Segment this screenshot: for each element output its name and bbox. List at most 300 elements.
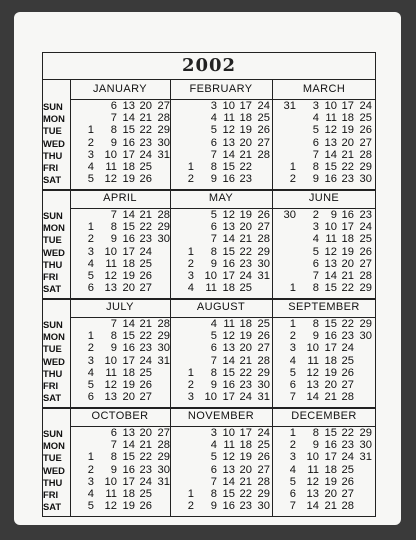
weekday-label: MON: [43, 113, 65, 125]
date-cell: 28: [157, 209, 170, 221]
date-cell: [180, 210, 194, 221]
date-cell: 19: [341, 245, 354, 258]
date-cell: 23: [239, 500, 252, 513]
date-cell: 16: [222, 500, 235, 513]
date-cell: 4: [312, 112, 319, 125]
date-cell: 18: [341, 233, 354, 246]
date-cell: 22: [239, 245, 252, 258]
month-header-divider: [170, 208, 272, 209]
date-cell: 15: [324, 318, 337, 330]
date-cell: 12: [104, 270, 117, 282]
date-cell: 20: [122, 391, 135, 404]
date-cell: [358, 392, 372, 403]
month-header-divider: [70, 208, 170, 209]
date-cell: 2: [187, 257, 194, 270]
date-cell: 19: [122, 270, 135, 282]
date-cell: [156, 259, 170, 270]
date-cell: 10: [222, 427, 235, 439]
date-cell: [156, 271, 170, 282]
date-cell: 2: [87, 342, 94, 355]
date-cell: 1: [87, 451, 94, 464]
date-cell: 1: [289, 161, 296, 173]
date-cell: 7: [110, 209, 117, 221]
date-cell: [180, 477, 194, 488]
date-cell: 18: [239, 318, 252, 330]
date-cell: 29: [157, 451, 170, 464]
date-cell: 23: [341, 173, 354, 186]
date-cell: 28: [359, 270, 372, 282]
date-cell: 7: [210, 354, 217, 367]
date-cell: 4: [312, 233, 319, 246]
date-cell: 17: [122, 475, 135, 488]
date-cell: 8: [210, 245, 217, 258]
date-cell: 3: [210, 100, 217, 112]
date-cell: 20: [341, 136, 354, 149]
date-cell: 29: [359, 161, 372, 173]
date-cell: 8: [210, 161, 217, 173]
date-cell: 29: [359, 427, 372, 439]
date-cell: 25: [359, 112, 372, 125]
date-cell: 13: [222, 463, 235, 476]
date-cell: 16: [122, 136, 135, 149]
date-cell: 27: [341, 488, 354, 500]
date-cell: 22: [341, 161, 354, 173]
date-cell: 1: [187, 488, 194, 500]
date-cell: 4: [187, 282, 194, 295]
date-cell: 12: [306, 366, 319, 379]
date-cell: 29: [359, 282, 372, 295]
date-cell: 2: [187, 379, 194, 391]
date-cell: 19: [324, 475, 337, 488]
date-cell: [358, 368, 372, 379]
date-cell: 13: [104, 391, 117, 404]
weekday-label: FRI: [43, 162, 59, 173]
date-cell: 22: [239, 488, 252, 500]
date-cell: 23: [341, 330, 354, 343]
weekday-label: THU: [43, 476, 63, 488]
date-cell: 9: [330, 209, 337, 221]
date-cell: 5: [210, 124, 217, 137]
date-cell: 28: [157, 318, 170, 330]
date-cell: 17: [239, 100, 252, 112]
date-cell: 30: [157, 136, 170, 149]
date-cell: 29: [257, 366, 270, 379]
date-cell: 30: [359, 439, 372, 452]
date-cell: 11: [325, 112, 337, 125]
date-cell: 7: [110, 318, 117, 330]
date-cell: 14: [306, 391, 319, 404]
date-cell: 21: [239, 475, 252, 488]
date-cell: 22: [139, 124, 152, 137]
date-cell: 24: [359, 221, 372, 234]
date-cell: 25: [341, 354, 354, 367]
date-cell: 24: [139, 245, 152, 258]
date-cell: 18: [324, 463, 337, 476]
date-cell: 2: [187, 500, 194, 513]
date-cell: 20: [324, 379, 337, 391]
date-cell: [282, 271, 296, 282]
date-cell: 17: [341, 100, 354, 112]
date-cell: 26: [139, 270, 152, 282]
date-cell: 23: [139, 342, 152, 355]
date-cell: 17: [324, 451, 337, 464]
date-cell: [358, 477, 372, 488]
date-cell: 2: [289, 330, 296, 343]
date-cell: 18: [122, 161, 135, 173]
date-cell: 13: [324, 257, 337, 270]
month-name: JUNE: [308, 192, 340, 204]
date-cell: 19: [239, 451, 252, 464]
date-cell: 11: [325, 233, 337, 246]
weekday-label: SAT: [43, 501, 62, 513]
date-cell: [256, 283, 270, 294]
month-header-divider: [170, 426, 272, 427]
date-cell: 31: [283, 100, 296, 112]
date-cell: 3: [87, 475, 94, 488]
weekday-label: WED: [43, 355, 65, 367]
date-cell: 10: [222, 100, 235, 112]
date-cell: 9: [110, 136, 117, 149]
date-cell: 11: [223, 318, 235, 330]
date-cell: 24: [257, 100, 270, 112]
date-cell: 6: [210, 136, 217, 149]
date-cell: 22: [341, 427, 354, 439]
date-cell: 29: [257, 488, 270, 500]
date-cell: 11: [223, 112, 235, 125]
date-cell: 30: [359, 330, 372, 343]
date-cell: 6: [210, 463, 217, 476]
date-cell: 8: [210, 366, 217, 379]
date-cell: 19: [341, 124, 354, 137]
date-cell: 25: [257, 318, 270, 330]
date-cell: 14: [222, 233, 235, 246]
date-cell: 14: [122, 112, 135, 125]
date-cell: [282, 222, 296, 233]
date-cell: [180, 428, 194, 439]
date-cell: 1: [187, 366, 194, 379]
date-cell: 1: [87, 330, 94, 343]
date-cell: [282, 125, 296, 136]
date-cell: 7: [289, 500, 296, 513]
date-cell: 6: [110, 100, 117, 112]
date-cell: 14: [324, 270, 337, 282]
date-cell: 22: [341, 282, 354, 295]
date-cell: 15: [122, 124, 135, 137]
month-name: APRIL: [103, 192, 137, 204]
date-cell: 10: [324, 100, 337, 112]
date-cell: 1: [289, 318, 296, 330]
date-cell: 8: [210, 488, 217, 500]
date-cell: 18: [122, 366, 135, 379]
date-cell: 25: [139, 366, 152, 379]
date-cell: 3: [289, 342, 296, 355]
date-cell: 19: [239, 124, 252, 137]
date-cell: 21: [239, 354, 252, 367]
date-cell: 17: [122, 354, 135, 367]
year-title: 2002: [42, 52, 376, 80]
date-cell: 7: [210, 148, 217, 161]
date-cell: 26: [341, 366, 354, 379]
date-cell: 8: [312, 161, 319, 173]
date-cell: 23: [341, 439, 354, 452]
date-cell: 27: [257, 136, 270, 149]
date-cell: 25: [257, 112, 270, 125]
date-cell: [256, 162, 270, 173]
date-cell: 28: [157, 439, 170, 452]
weekday-label: THU: [43, 258, 63, 270]
date-cell: 16: [222, 173, 235, 186]
date-cell: [180, 113, 194, 124]
date-cell: 13: [324, 136, 337, 149]
weekday-label: THU: [43, 149, 63, 161]
date-cell: 24: [239, 270, 252, 282]
date-cell: [156, 392, 170, 403]
date-cell: 4: [289, 463, 296, 476]
date-cell: 10: [324, 221, 337, 234]
date-cell: 9: [312, 330, 319, 343]
date-cell: 8: [312, 318, 319, 330]
month-name: NOVEMBER: [187, 410, 255, 422]
date-cell: 4: [87, 366, 94, 379]
date-cell: 1: [289, 427, 296, 439]
weekday-label: TUE: [43, 452, 62, 464]
date-cell: 5: [87, 500, 94, 513]
date-cell: 3: [187, 270, 194, 282]
date-cell: [180, 452, 194, 463]
date-cell: 1: [87, 221, 94, 234]
date-cell: [80, 210, 94, 221]
date-cell: 1: [87, 124, 94, 137]
month-name: JULY: [106, 301, 134, 313]
date-cell: [180, 343, 194, 354]
date-cell: 5: [312, 245, 319, 258]
date-cell: [180, 440, 194, 451]
date-cell: [180, 101, 194, 112]
date-cell: 21: [239, 233, 252, 246]
date-cell: [256, 174, 270, 185]
date-cell: 15: [324, 161, 337, 173]
date-cell: 27: [257, 342, 270, 355]
date-cell: 25: [139, 488, 152, 500]
date-cell: 13: [222, 221, 235, 234]
month-header-divider: [170, 99, 272, 100]
date-cell: 10: [204, 270, 217, 282]
date-cell: 24: [341, 342, 354, 355]
date-cell: 28: [257, 233, 270, 246]
date-cell: 22: [239, 161, 252, 173]
date-cell: 12: [222, 330, 235, 343]
date-cell: 17: [222, 391, 235, 404]
weekday-label: TUE: [43, 343, 62, 355]
month-name: MAY: [208, 192, 234, 204]
date-cell: 19: [122, 500, 135, 513]
date-cell: 13: [222, 342, 235, 355]
date-cell: 14: [222, 354, 235, 367]
date-cell: 18: [122, 257, 135, 270]
date-cell: 7: [289, 391, 296, 404]
date-cell: 19: [122, 379, 135, 391]
date-cell: 18: [324, 354, 337, 367]
date-cell: 21: [139, 112, 152, 125]
date-cell: 11: [307, 463, 319, 476]
date-cell: 8: [312, 427, 319, 439]
date-cell: 12: [222, 124, 235, 137]
date-cell: [156, 174, 170, 185]
date-cell: 2: [312, 209, 319, 221]
month-name: JANUARY: [93, 83, 147, 95]
date-cell: 30: [257, 500, 270, 513]
date-cell: 24: [359, 100, 372, 112]
date-cell: 29: [257, 245, 270, 258]
date-cell: [180, 465, 194, 476]
date-cell: 21: [239, 148, 252, 161]
date-cell: [156, 283, 170, 294]
date-cell: 6: [87, 391, 94, 404]
date-cell: 9: [210, 379, 217, 391]
date-cell: 13: [104, 282, 117, 295]
date-cell: [180, 222, 194, 233]
date-cell: [358, 501, 372, 512]
date-cell: 17: [324, 342, 337, 355]
date-cell: 31: [257, 391, 270, 404]
date-cell: 18: [239, 112, 252, 125]
date-cell: 7: [110, 112, 117, 125]
date-cell: [358, 343, 372, 354]
date-cell: 25: [139, 257, 152, 270]
date-cell: 28: [341, 500, 354, 513]
date-cell: 2: [187, 173, 194, 186]
date-cell: [180, 331, 194, 342]
date-cell: 22: [139, 330, 152, 343]
date-cell: 4: [210, 318, 217, 330]
date-cell: 25: [257, 439, 270, 452]
date-cell: 20: [324, 488, 337, 500]
date-cell: 8: [110, 330, 117, 343]
date-cell: 5: [210, 330, 217, 343]
weekday-label: SAT: [43, 392, 62, 404]
date-cell: 16: [324, 173, 337, 186]
date-cell: 16: [122, 233, 135, 246]
date-cell: 11: [105, 366, 117, 379]
date-cell: 20: [139, 100, 152, 112]
date-cell: 29: [157, 221, 170, 234]
date-cell: 11: [223, 439, 235, 452]
date-cell: 9: [312, 439, 319, 452]
date-cell: 30: [359, 173, 372, 186]
weekday-label: SUN: [43, 319, 63, 330]
date-cell: 19: [239, 209, 252, 221]
date-cell: 10: [104, 148, 117, 161]
date-cell: 2: [87, 136, 94, 149]
weekday-label: TUE: [43, 125, 62, 137]
date-cell: 5: [87, 270, 94, 282]
date-cell: 14: [122, 318, 135, 330]
date-cell: 4: [210, 439, 217, 452]
date-cell: 17: [122, 245, 135, 258]
date-cell: 20: [239, 463, 252, 476]
date-cell: 4: [289, 354, 296, 367]
date-cell: 6: [210, 221, 217, 234]
date-cell: 4: [87, 161, 94, 173]
date-cell: 17: [341, 221, 354, 234]
date-cell: 30: [257, 257, 270, 270]
date-cell: 16: [222, 379, 235, 391]
date-cell: 22: [239, 366, 252, 379]
date-cell: 19: [122, 173, 135, 186]
date-cell: 5: [312, 124, 319, 137]
date-cell: 21: [139, 439, 152, 452]
weekday-label: FRI: [43, 271, 59, 282]
date-cell: 26: [139, 379, 152, 391]
date-cell: 28: [257, 354, 270, 367]
date-cell: 11: [105, 257, 117, 270]
date-cell: 9: [110, 463, 117, 476]
date-cell: 17: [222, 270, 235, 282]
date-cell: 23: [139, 233, 152, 246]
date-cell: 23: [239, 379, 252, 391]
date-cell: 15: [222, 245, 235, 258]
date-cell: 9: [110, 233, 117, 246]
date-cell: 15: [122, 221, 135, 234]
date-cell: 7: [210, 233, 217, 246]
date-cell: 3: [87, 245, 94, 258]
date-cell: 2: [289, 439, 296, 452]
date-cell: 26: [359, 245, 372, 258]
date-cell: 3: [187, 391, 194, 404]
date-cell: [282, 138, 296, 149]
date-cell: 27: [257, 463, 270, 476]
date-cell: [80, 101, 94, 112]
date-cell: 6: [289, 379, 296, 391]
date-cell: [282, 150, 296, 161]
date-cell: 23: [359, 209, 372, 221]
date-cell: 8: [312, 282, 319, 295]
date-cell: 21: [324, 500, 337, 513]
weekday-label: MON: [43, 440, 65, 452]
date-cell: 22: [341, 318, 354, 330]
date-cell: 10: [306, 342, 319, 355]
date-cell: 14: [324, 148, 337, 161]
date-cell: 6: [312, 136, 319, 149]
date-cell: [282, 259, 296, 270]
date-cell: 30: [283, 209, 296, 221]
date-cell: 20: [122, 282, 135, 295]
weekday-label: WED: [43, 246, 65, 258]
date-cell: 15: [222, 366, 235, 379]
date-cell: 5: [289, 475, 296, 488]
weekday-label: FRI: [43, 380, 59, 391]
date-cell: 22: [139, 451, 152, 464]
date-cell: 20: [239, 221, 252, 234]
date-cell: 14: [222, 475, 235, 488]
date-cell: 27: [359, 136, 372, 149]
date-cell: 3: [312, 221, 319, 234]
date-cell: 16: [122, 463, 135, 476]
date-cell: [156, 247, 170, 258]
date-cell: 8: [110, 451, 117, 464]
date-cell: 21: [324, 391, 337, 404]
date-cell: 5: [210, 451, 217, 464]
date-cell: [180, 319, 194, 330]
date-cell: 12: [222, 209, 235, 221]
date-cell: 19: [239, 330, 252, 343]
date-cell: 6: [110, 427, 117, 439]
date-cell: [358, 380, 372, 391]
date-cell: 3: [312, 100, 319, 112]
weekday-label: WED: [43, 137, 65, 149]
date-cell: 24: [239, 391, 252, 404]
date-cell: 13: [122, 100, 135, 112]
